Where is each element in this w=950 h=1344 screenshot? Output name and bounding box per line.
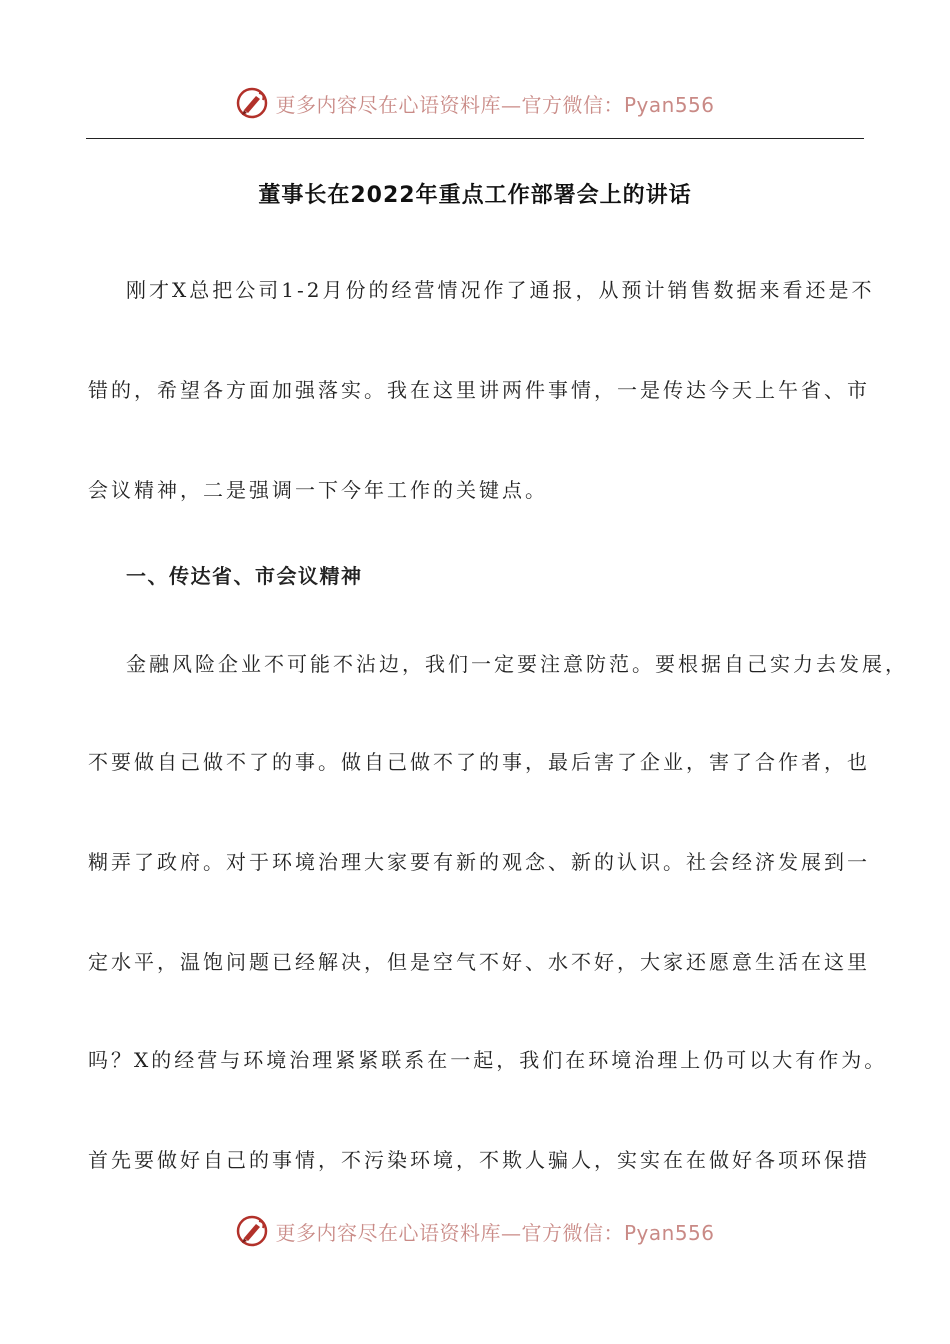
banner-text: 更多内容尽在心语资料库—官方微信：Pyan556: [275, 92, 715, 117]
paragraph-line: 定水平，温饱问题已经解决，但是空气不好、水不好，大家还愿意生活在这里: [88, 950, 870, 974]
paragraph-line: 首先要做好自己的事情，不污染环境，不欺人骗人，实实在在做好各项环保措: [88, 1148, 870, 1172]
header-divider: [86, 138, 864, 139]
paragraph-line: 糊弄了政府。对于环境治理大家要有新的观念、新的认识。社会经济发展到一: [88, 850, 870, 874]
paragraph-line: 金融风险企业不可能不沾边，我们一定要注意防范。要根据自己实力去发展，: [126, 652, 908, 676]
footer-banner: [0, 1206, 950, 1256]
pen-logo-icon: [235, 1214, 269, 1248]
paragraph-line: 会议精神，二是强调一下今年工作的关键点。: [88, 478, 548, 502]
banner-text: 更多内容尽在心语资料库—官方微信：Pyan556: [275, 1220, 715, 1245]
section-heading: 一、传达省、市会议精神: [126, 564, 363, 588]
header-banner: [0, 78, 950, 128]
page-title: 董事长在2022年重点工作部署会上的讲话: [258, 183, 692, 208]
paragraph-line: 不要做自己做不了的事。做自己做不了的事，最后害了企业，害了合作者，也: [88, 750, 870, 774]
pen-logo-icon: [235, 86, 269, 120]
paragraph-line: 刚才X总把公司1-2月份的经营情况作了通报，从预计销售数据来看还是不: [126, 278, 875, 302]
paragraph-line: 错的，希望各方面加强落实。我在这里讲两件事情，一是传达今天上午省、市: [88, 378, 870, 402]
paragraph-line: 吗？X的经营与环境治理紧紧联系在一起，我们在环境治理上仍可以大有作为。: [88, 1048, 888, 1072]
